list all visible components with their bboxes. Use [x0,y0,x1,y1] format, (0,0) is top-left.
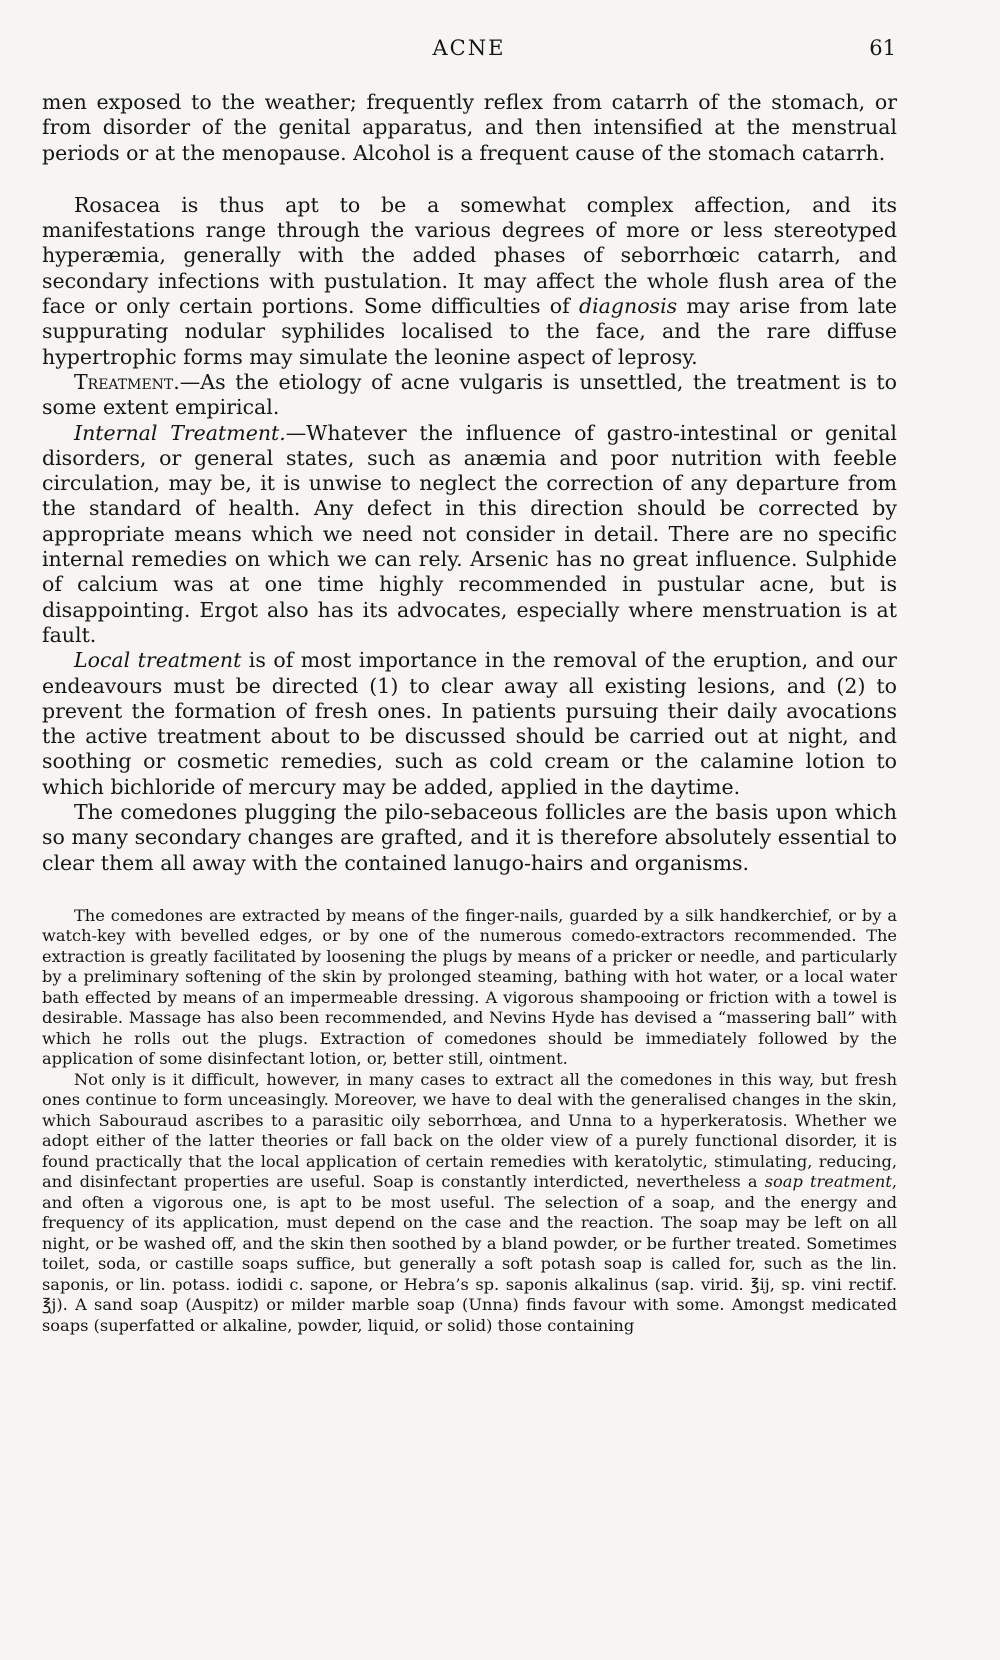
paragraph-treatment: Treatment.—As the etiology of acne vulgaris is unsettled, the treatment is to some extent empirical. [42,369,897,420]
emphasis-diagnosis: diagnosis [578,294,678,319]
section-heading-treatment: Treatment. [74,369,180,394]
paragraph-rosacea-causes: men exposed to the weather; frequently reflex from catarrh of the stomach, or from disorder of the genital apparatus, and then intensified at the menstrual periods or at the menopause. Alcohol is a frequent cause of the stomach catarrh. [42,90,897,165]
subheading-local-treatment: Local treatment [74,648,242,673]
paragraph-comedo-extraction: The comedones are extracted by means of the finger-nails, guarded by a silk handkerchief, or by a watch-key with bevelled edges, or by one of the numerous comedo-extractors recommended. The extraction is greatly facilitated by loosening the plugs by means of a pricker or needle, and particularly by a preliminary softening of the skin by prolonged steaming, bathing with hot water, or a local water bath effected by means of an impermeable dressing. A vigorous shampooing or friction with a towel is desirable. Massage has also been recommended, and Nevins Hyde has devised a “massering ball” with which he rolls out the plugs. Extraction of comedones should be immediately followed by the application of some disinfectant lotion, or, better still, ointment. [42,905,897,1069]
subheading-internal-treatment: Internal Treatment. [74,420,286,445]
small-print-section [42,906,897,1337]
paragraph-rosacea-complex: Rosacea is thus apt to be a somewhat complex affection, and its manifestations range through the various degrees of more or less stereotyped hyperæmia, generally with the added phases of seborrhœic catarrh, and secondary infections with pustulation. It may affect the whole flush area of the face or only certain portions. Some difficulties of diagnosis may arise from late suppurating nodular syphilides localised to the face, and the rare diffuse hypertrophic forms may simulate the leonine aspect of leprosy. [42,192,897,369]
running-head: ACNE [432,36,506,60]
paragraph-soap-treatment: Not only is it difficult, however, in many cases to extract all the comedones in this way, but fresh ones continue to form unceasingly. Moreover, we have to deal with the generalised changes in the skin, which Sabouraud ascribes to a parasitic oily seborrhœa, and Unna to a hyperkeratosis. Whether we adopt either of the latter theories or fall back on the older view of a purely functional disorder, it is found practically that the local application of certain remedies with keratolytic, stimulating, reducing, and disinfectant properties are useful. Soap is constantly interdicted, nevertheless a soap treatment, and often a vigorous one, is apt to be most useful. The selection of a soap, and the energy and frequency of its application, must depend on the case and the reaction. The soap may be left on all night, or be washed off, and the skin then soothed by a bland powder, or be further treated. Sometimes toilet, soda, or castille soaps suffice, but generally a soft potash soap is called for, such as the lin. saponis, or lin. potass. iodidi c. sapone, or Hebra’s sp. saponis alkalinus (sap. virid. ℥ij, sp. vini rectif. ℥j). A sand soap (Auspitz) or milder marble soap (Unna) finds favour with some. Amongst medicated soaps (superfatted or alkaline, powder, liquid, or solid) those containing [42,1069,897,1335]
paragraph-comedones: The comedones plugging the pilo-sebaceous follicles are the basis upon which so many secondary changes are grafted, and it is therefore absolutely essential to clear them all away with the contained lanugo-hairs and organisms. [42,800,897,875]
emphasis-soap-treatment: soap treatment [764,1172,892,1192]
page-header [42,34,896,68]
page-number: 61 [869,36,896,60]
paragraph-local-treatment: Local treatment is of most importance in the removal of the eruption, and our endeavours must be directed (1) to clear away all existing lesions, and (2) to prevent the formation of fresh ones. In patients pursuing their daily avocations the active treatment about to be discussed should be carried out at night, and soothing or cosmetic remedies, such as cold cream or the calamine lotion to which bichloride of mercury may be added, applied in the daytime. [42,648,897,799]
page-body [42,90,897,1336]
main-text-section [42,90,897,876]
paragraph-internal-treatment: Internal Treatment.—Whatever the influence of gastro-intestinal or genital disorders, or general states, such as anæmia and poor nutrition with feeble circulation, may be, it is unwise to neglect the correction of any departure from the standard of health. Any defect in this direction should be corrected by appropriate means which we need not consider in detail. There are no specific internal remedies on which we can rely. Arsenic has no great influence. Sulphide of calcium was at one time highly recommended in pustular acne, but is disappointing. Ergot also has its advocates, especially where menstruation is at fault. [42,420,897,647]
